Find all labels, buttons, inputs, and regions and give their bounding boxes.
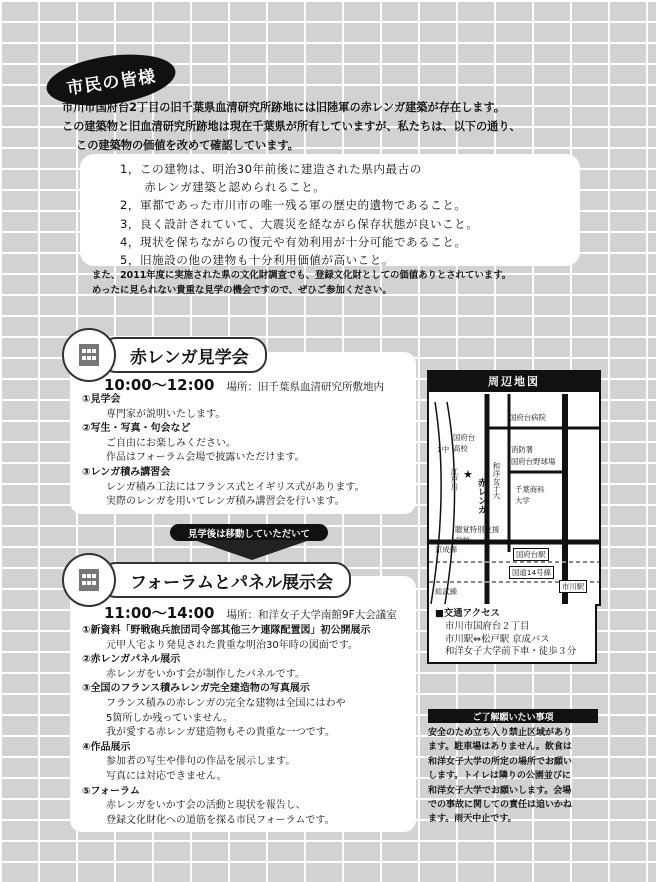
- forum-item-line: 5箇所しか残っていません。: [106, 712, 233, 724]
- forum-item-heading: ②赤レンガパネル展示: [82, 654, 181, 666]
- intro-line: この建築物の価値を改めて確認しています。: [76, 139, 299, 152]
- map-label-wayo-university: 和洋女子大: [492, 462, 501, 499]
- intro-line: 市川市国府台2丁目の旧千葉県血清研究所跡地には旧陸軍の赤レンガ建築が存在します。: [62, 101, 505, 114]
- access-info: [427, 604, 597, 664]
- forum-item-line: 赤レンガをいかす会の活動と現状を報告し、: [106, 800, 306, 812]
- forum-item-line: 写真には対応できません。: [106, 770, 227, 782]
- points-list: [120, 160, 478, 269]
- forum-item-line: 赤レンガをいかす会が制作したパネルです。: [106, 668, 305, 680]
- forum-item-line: 元甲人宅より発見された貴重な明治30年時の図面です。: [106, 639, 358, 651]
- map-label-chiba-university: 千葉商科 大学: [515, 485, 545, 505]
- map-label-keisei-line: 京成線: [435, 545, 458, 554]
- map-label-fire-station: 消防署: [511, 445, 534, 454]
- notice-line: での事故に関しての責任は追いかね: [428, 800, 573, 811]
- tour-item-line: 専門家が説明いたします。: [106, 408, 226, 420]
- notice-line: 和洋女子大学の所定の場所でお願い: [428, 756, 573, 767]
- forum-item-line: フランス積みの赤レンガの完全な建物は全国にはわや: [106, 697, 346, 709]
- notice-line: 和洋女子大学でお願いします。会場: [428, 785, 572, 796]
- tour-title: 赤レンガ見学会: [100, 337, 267, 373]
- map-label-hospital: 国府台病院: [509, 413, 546, 422]
- tour-item-line: 実際のレンガを用いてレンガ積み講習会を行います。: [106, 496, 345, 508]
- intro-text: [62, 98, 642, 155]
- note-text: [92, 268, 511, 298]
- tour-item-heading: ①見学会: [82, 394, 121, 405]
- forum-section-title: [62, 553, 351, 607]
- map-label-junior-high: 1中: [437, 445, 450, 454]
- map-label-highschool: 国府台 高校: [453, 433, 476, 453]
- building-icon-badge: [62, 553, 116, 607]
- transition-label: 見学後は移動していただいて: [170, 524, 328, 541]
- forum-title: フォーラムとパネル展示会: [100, 562, 351, 598]
- note-line: また、2011年度に実施された県の文化財調査でも、登録文化財としての価値ありとされています。: [92, 270, 512, 281]
- notice-text: [428, 726, 600, 827]
- access-line: 市川市国府台２丁目: [445, 620, 530, 632]
- header-badge: 市民の皆様: [43, 47, 178, 113]
- notice-line: ます。雨天中止です。: [428, 814, 517, 825]
- map-label-ichikawa-station: 市川駅: [559, 580, 587, 593]
- forum-items: [82, 624, 370, 828]
- forum-place: 場所：和洋女子大学南館9F大会議室: [226, 609, 397, 621]
- tour-place: 場所：旧千葉県血清研究所敷地内: [226, 381, 384, 393]
- forum-item-line: 登録文化財化への道筋を探る市民フォーラムです。: [106, 814, 335, 826]
- notice-line: します。トイレは隣りの公園並びに: [428, 771, 571, 782]
- notice-line: 安全のため立ち入り禁止区域があり: [428, 728, 573, 738]
- notice-title: ご了解願いたい事項: [428, 709, 598, 723]
- forum-item-heading: ③全国のフランス積みレンガ完全建造物の写真展示: [82, 683, 310, 695]
- point-item: 2，軍都であった市川市の唯一残る軍の歴史的遺物であること。: [120, 198, 467, 213]
- note-line: めったに見られない貴重な見学の機会ですので、ぜひご参加ください。: [92, 285, 392, 296]
- map-label-edogawa: 江戸川: [450, 468, 459, 491]
- point-item: 5，旧施設の他の建物も十分利用価値が高いこと。: [120, 253, 394, 268]
- area-map: [427, 370, 601, 606]
- tour-time: 10:00〜12:00: [104, 376, 215, 394]
- tour-time-row: [104, 374, 384, 395]
- map-label-route14: 国道14号線: [509, 566, 554, 579]
- map-title: 周辺地図: [427, 370, 601, 392]
- tour-item-line: 作品はフォーラム会場で披露いただけます。: [106, 452, 305, 464]
- forum-time: 11:00〜14:00: [104, 604, 215, 622]
- forum-time-row: [104, 602, 397, 623]
- map-label-baseball-field: 国府台野球場: [511, 457, 556, 466]
- forum-item-heading: ①新資料「野戦砲兵旅団司令部其他三ケ連隊配置図」初公開展示: [82, 625, 371, 636]
- point-item: 1，この建物は、明治30年前後に建造された県内最古の: [120, 162, 422, 176]
- map-label-school: 聴覚特別支援 学校: [455, 525, 500, 545]
- building-icon: [79, 569, 99, 591]
- building-icon-badge: [62, 328, 116, 382]
- tour-item-heading: ②写生・写真・句会など: [82, 423, 191, 435]
- point-item: 4，現状を保ちながらの復元や有効利用が十分可能であること。: [120, 234, 467, 249]
- tour-item-heading: ③レンガ積み講習会: [82, 466, 171, 478]
- map-label-sobu-line: 総武線: [435, 587, 458, 596]
- notice-line: ます。駐車場はありません。飲食は: [428, 742, 572, 753]
- forum-item-line: 我が愛する赤レンガ建造物もその貴重な一つです。: [106, 727, 335, 739]
- tour-item-line: レンガ積み工法にはフランス式とイギリス式があります。: [106, 481, 365, 493]
- access-line: 和洋女子大学前下車・徒歩３分: [445, 646, 577, 658]
- forum-item-line: 参加者の写生や俳句の作品を展示します。: [106, 756, 296, 768]
- intro-line: この建築物と旧血清研究所跡地は現在千葉県が所有していますが、私たちは、以下の通り、: [62, 120, 521, 133]
- point-item: 3，良く設計されていて、大震災を経ながら保存状態が良いこと。: [120, 216, 479, 231]
- access-line: 市川駅⇔松戸駅 京成バス: [445, 633, 550, 645]
- point-item: 赤レンガ建築と認められること。: [120, 180, 326, 195]
- forum-item-heading: ④作品展示: [82, 741, 131, 753]
- star-icon: ★: [463, 468, 473, 481]
- access-title: ■交通アクセス: [435, 608, 500, 619]
- map-label-red-brick: 赤レンガ: [476, 478, 486, 514]
- map-label-kounodai-station: 国府台駅: [513, 548, 549, 561]
- tour-item-line: ご自由にお楽しみください。: [106, 437, 236, 449]
- tour-items: [82, 393, 364, 510]
- forum-item-heading: ⑤フォーラム: [82, 785, 140, 797]
- building-icon: [79, 344, 99, 366]
